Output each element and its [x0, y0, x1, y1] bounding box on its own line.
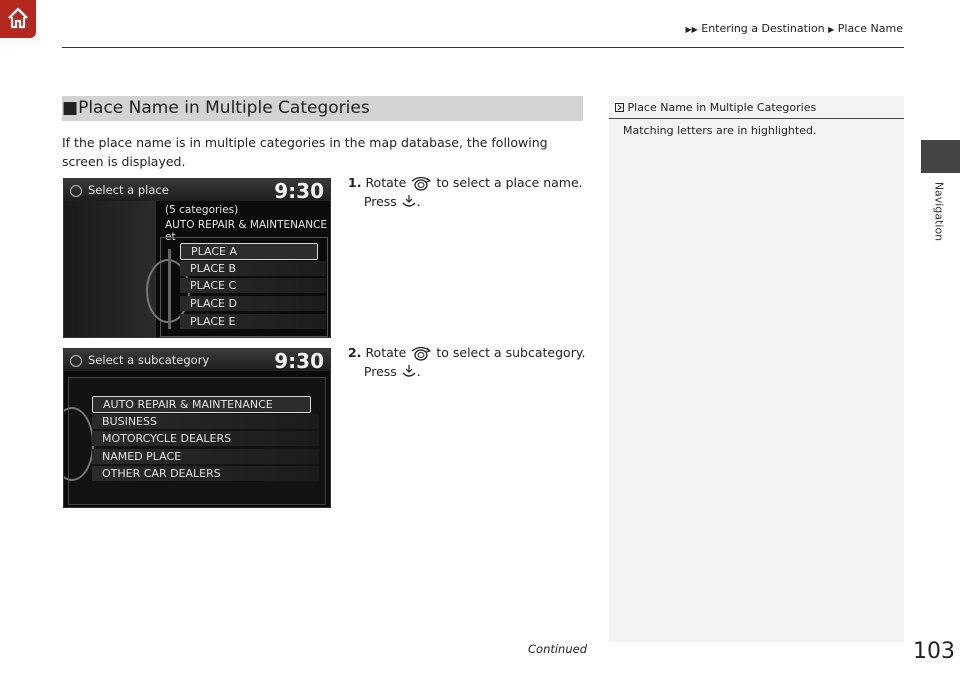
note-text: Matching letters are in highlighted. [623, 124, 817, 137]
interface-dial-rotate-icon [410, 345, 432, 363]
list-item-place-b[interactable]: PLACE B [180, 261, 326, 276]
note-panel [609, 96, 904, 642]
screen-select-subcategory [63, 348, 331, 508]
breadcrumb-arrow-icon: ▶ [828, 25, 835, 34]
list-item-place-d[interactable]: PLACE D [180, 296, 326, 311]
chapter-label: Navigation [932, 181, 946, 242]
list-item-named-place[interactable]: NAMED PLACE [92, 449, 319, 464]
screen-select-place [63, 178, 331, 338]
list-item-business[interactable]: BUSINESS [92, 414, 319, 429]
page-number: 103 [913, 639, 955, 664]
intro-paragraph: If the place name is in multiple categories in the map database, the following screen is displayed. [62, 135, 548, 169]
step-2: 2. Rotate to select a subcategory. Press . [348, 345, 586, 379]
interface-dial-press-icon [401, 194, 417, 210]
scrollbar[interactable] [168, 249, 171, 329]
list-item-other-car-dealers[interactable]: OTHER CAR DEALERS [92, 466, 319, 481]
breadcrumb-place-name: Place Name [837, 22, 903, 35]
breadcrumb [685, 22, 903, 35]
note-heading: Place Name in Multiple Categories [609, 101, 910, 114]
header-divider [62, 47, 904, 48]
note-divider [609, 118, 904, 119]
clock: 9:30 [274, 179, 324, 203]
screen-title: Select a place [88, 183, 169, 197]
section-heading-bar [62, 96, 583, 121]
home-button[interactable] [0, 0, 36, 38]
category-count: (5 categories) [165, 204, 239, 216]
section-heading: ■Place Name in Multiple Categories [62, 98, 370, 118]
list-item-place-c[interactable]: PLACE C [180, 278, 326, 293]
back-icon [70, 185, 82, 197]
back-icon [70, 355, 82, 367]
clock: 9:30 [274, 349, 324, 373]
list-item-motorcycle-dealers[interactable]: MOTORCYCLE DEALERS [92, 431, 319, 446]
breadcrumb-arrow-icon: ▶▶ [685, 25, 698, 34]
step-1: 1. Rotate to select a place name. Press . [348, 175, 583, 209]
category-name: AUTO REPAIR & MAINTENANCE et [165, 219, 328, 243]
screen-title: Select a subcategory [88, 353, 210, 367]
list-item-auto-repair[interactable]: AUTO REPAIR & MAINTENANCE [92, 396, 311, 413]
note-reference-icon [615, 103, 624, 112]
interface-dial-rotate-icon [410, 175, 432, 193]
breadcrumb-entering-destination[interactable]: Entering a Destination [701, 22, 825, 35]
list-item-place-a[interactable]: PLACE A [180, 243, 318, 260]
interface-dial-press-icon [401, 364, 417, 380]
list-item-place-e[interactable]: PLACE E [180, 314, 326, 329]
home-icon [6, 6, 30, 30]
chapter-tab[interactable] [921, 140, 960, 173]
continued-label: Continued [528, 642, 588, 656]
